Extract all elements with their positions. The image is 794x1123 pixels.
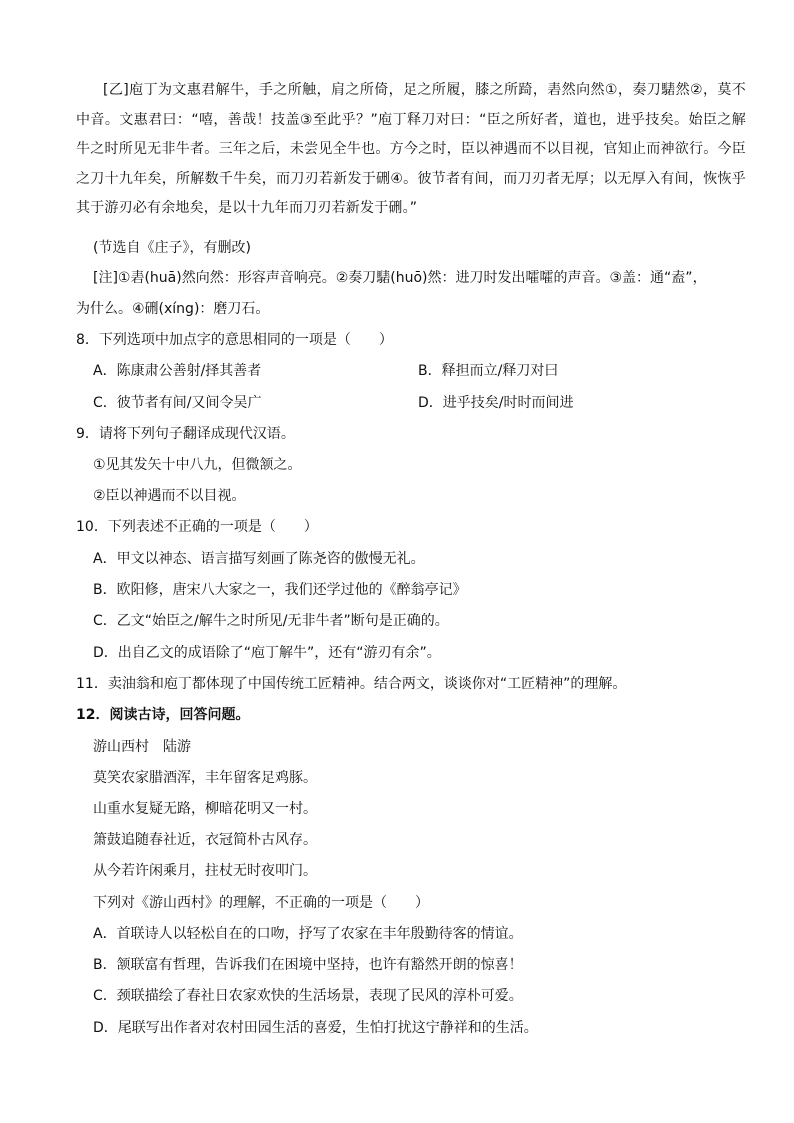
passage-yi: [乙]庖丁为文惠君解牛，手之所触，肩之所倚，足之所履，膝之所踦，砉然向然①，奏刀騞然②，莫不中音。文惠君曰：“嘻，善哉！技盖③至此乎？”庖丁释刀对曰：“臣之所好者，道也，进乎技矣。始臣之解牛之时所见无非牛者。三年之后，未尝见全牛也。方今之时，臣以神遇而不以目视，官知止而神欲行。今臣之刀十九年矣，所解数千牛矣，而刀刃若新发于硎④。彼节者有间，而刀刃者无厚；以无厚入有间，恢恢乎其于游刃必有余地矣，是以十九年而刀刃若新发于硎。” <box>76 82 746 216</box>
question-8-option-d: D．进乎技矣/时时而间进 <box>418 395 574 411</box>
annotation-line-2: 为什么。④硎(xíng)：磨刀石。 <box>76 301 270 317</box>
source-note: (节选自《庄子》，有删改) <box>93 240 251 256</box>
question-12-option-a: A．首联诗人以轻松自在的口吻，抒写了农家在丰年殷勤待客的情谊。 <box>93 926 523 942</box>
question-10-option-a: A．甲文以神态、语言描写刻画了陈尧咨的傲慢无礼。 <box>93 551 425 567</box>
question-10-option-c: C．乙文“始臣之/解牛之时所见/无非牛者”断句是正确的。 <box>93 613 449 629</box>
question-10-option-d: D．出自乙文的成语除了“庖丁解牛”，还有“游刃有余”。 <box>93 645 441 661</box>
question-9-sentence-1: ①见其发矢十中八九，但微颔之。 <box>93 457 302 473</box>
question-12-stem: 12．阅读古诗，回答问题。 <box>76 707 250 723</box>
question-9-sentence-2: ②臣以神遇而不以目视。 <box>93 488 246 504</box>
question-12-option-b: B．颔联富有哲理，告诉我们在困境中坚持，也许有豁然开朗的惊喜！ <box>93 957 523 973</box>
question-8-option-c: C．彼节者有间/又间令吴广 <box>93 395 262 411</box>
poem-line-2: 山重水复疑无路，柳暗花明又一村。 <box>93 801 317 817</box>
question-8-stem: 8．下列选项中加点字的意思相同的一项是（ ） <box>76 332 393 348</box>
poem-title: 游山西村 陆游 <box>93 739 191 755</box>
annotation-line-1: [注]①砉(huā)然向然：形容声音响亮。②奏刀騞(huō)然：进刀时发出嚯嚯的声音。③盖：通“盍”， <box>93 270 707 286</box>
poem-line-3: 箫鼓追随春社近，衣冠简朴古风存。 <box>93 832 317 848</box>
question-9-stem: 9．请将下列句子翻译成现代汉语。 <box>76 426 295 442</box>
question-8-option-a: A．陈康肃公善射/择其善者 <box>93 363 262 379</box>
poem-line-4: 从今若许闲乘月，拄杖无时夜叩门。 <box>93 863 317 879</box>
question-11-stem: 11．卖油翁和庖丁都体现了中国传统工匠精神。结合两文，谈谈你对“工匠精神”的理解。 <box>76 676 627 692</box>
question-12-sub-stem: 下列对《游山西村》的理解，不正确的一项是（ ） <box>93 895 429 911</box>
question-10-option-b: B．欧阳修，唐宋八大家之一，我们还学过他的《醉翁亭记》 <box>93 582 467 598</box>
question-12-option-d: D．尾联写出作者对农村田园生活的喜爱，生怕打扰这宁静祥和的生活。 <box>93 1020 538 1036</box>
question-12-option-c: C．颈联描绘了春社日农家欢快的生活场景，表现了民风的淳朴可爱。 <box>93 988 523 1004</box>
question-10-stem: 10．下列表述不正确的一项是（ ） <box>76 519 318 535</box>
question-8-option-b: B．释担而立/释刀对曰 <box>418 363 559 379</box>
poem-line-1: 莫笑农家腊酒浑，丰年留客足鸡豚。 <box>93 770 317 786</box>
